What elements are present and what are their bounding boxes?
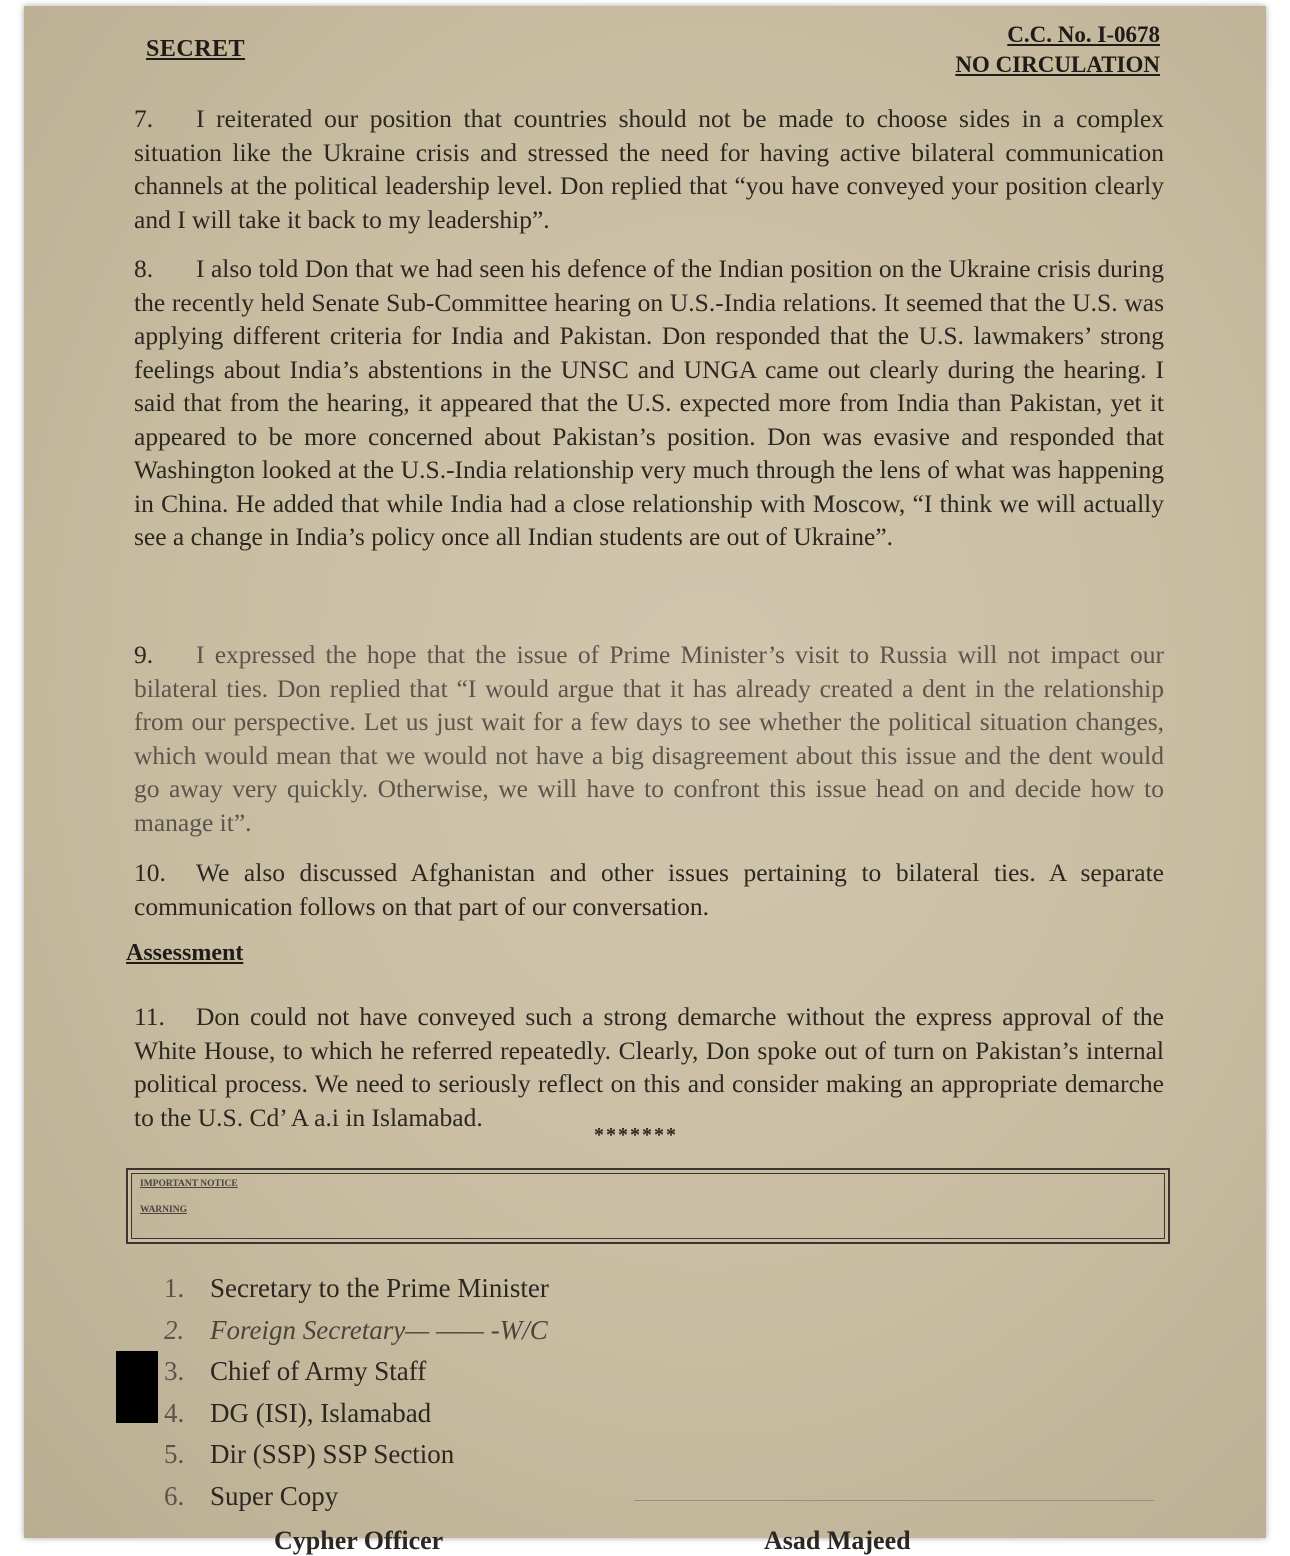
paragraph-8 <box>134 252 1164 554</box>
paragraph-9 <box>134 638 1164 839</box>
paragraph-10 <box>134 856 1164 923</box>
distribution-list <box>164 1268 549 1517</box>
paragraph-7 <box>134 102 1164 236</box>
important-notice-box <box>126 1168 1170 1244</box>
footer-left-label: Cypher Officer <box>274 1526 444 1555</box>
distribution-item: 1. Secretary to the Prime Minister <box>164 1273 549 1303</box>
paragraph-text: Don could not have conveyed such a strong demarche without the express approval of the White House, to which he referred repeatedly. Clearly, Don spoke out of turn on Pakistan’s internal political process. We need to seriously reflect on this and consider making an appropriate demarche to the U.S. Cd’ A a.i in Islamabad. <box>134 1002 1164 1132</box>
distribution-item: 3. Chief of Army Staff <box>164 1356 427 1386</box>
cc-number: C.C. No. I-0678 <box>1007 22 1160 47</box>
paragraph-text: I also told Don that we had seen his defence of the Indian position on the Ukraine crisis during the recently held Senate Sub-Committee hearing on U.S.-India relations. It seemed that the U.S. was applying different criteria for India and Pakistan. Don responded that the U.S. lawmakers’ strong feelings about India’s abstentions in the UNSC and UNGA came out clearly during the hearing. I said that from the hearing, it appeared that the U.S. expected more from India than Pakistan, yet it appeared to be more concerned about Pakistan’s position. Don was evasive and responded that Washington looked at the U.S.-India relationship very much through the lens of what was happening in China. He added that while India had a close relationship with Moscow, “I think we will actually see a change in India’s policy once all Indian students are out of Ukraine”. <box>134 254 1164 551</box>
paragraph-11 <box>134 1000 1164 1134</box>
paragraph-number: 11. <box>134 1002 165 1031</box>
paragraph-number: 10. <box>134 858 166 887</box>
classification-label: SECRET <box>146 36 246 62</box>
distribution-item: 4. DG (ISI), Islamabad <box>164 1397 432 1428</box>
warning-label: WARNING <box>140 1205 187 1215</box>
paragraph-text: I reiterated our position that countries should not be made to choose sides in a complex situation like the Ukraine crisis and stressed the need for having active bilateral communication channels at the political leadership level. Don replied that “you have conveyed your position clearly and I will take it back to my leadership”. <box>134 104 1164 234</box>
distribution-item: 5. Dir (SSP) SSP Section <box>164 1439 455 1469</box>
redaction-block <box>116 1351 158 1423</box>
paragraph-number: 7. <box>134 104 154 133</box>
document-page <box>24 6 1266 1555</box>
signature-line <box>634 1500 1154 1501</box>
distribution-item: 2. Foreign Secretary— —— -W/C <box>164 1314 548 1345</box>
circulation-label: NO CIRCULATION <box>955 52 1160 77</box>
notice-label: IMPORTANT NOTICE <box>140 1179 238 1189</box>
separator-stars: ******* <box>594 1124 678 1146</box>
header-right-block <box>955 20 1160 80</box>
distribution-item: 6. Super Copy <box>164 1480 339 1511</box>
footer-right-label: Asad Majeed <box>764 1526 911 1555</box>
paragraph-number: 8. <box>134 254 154 283</box>
paragraph-text: We also discussed Afghanistan and other issues pertaining to bilateral ties. A separate communication follows on that part of our conversation. <box>134 858 1164 921</box>
paragraph-number: 9. <box>134 640 154 669</box>
assessment-heading: Assessment <box>126 940 244 966</box>
paragraph-text: I expressed the hope that the issue of Prime Minister’s visit to Russia will not impact our bilateral ties. Don replied that “I would argue that it has already created a dent in the relationship from our perspective. Let us just wait for a few days to see whether the political situation changes, which would mean that we would not have a big disagreement about this issue and the dent would go away very quickly. Otherwise, we will have to confront this issue head on and decide how to manage it”. <box>134 640 1164 837</box>
